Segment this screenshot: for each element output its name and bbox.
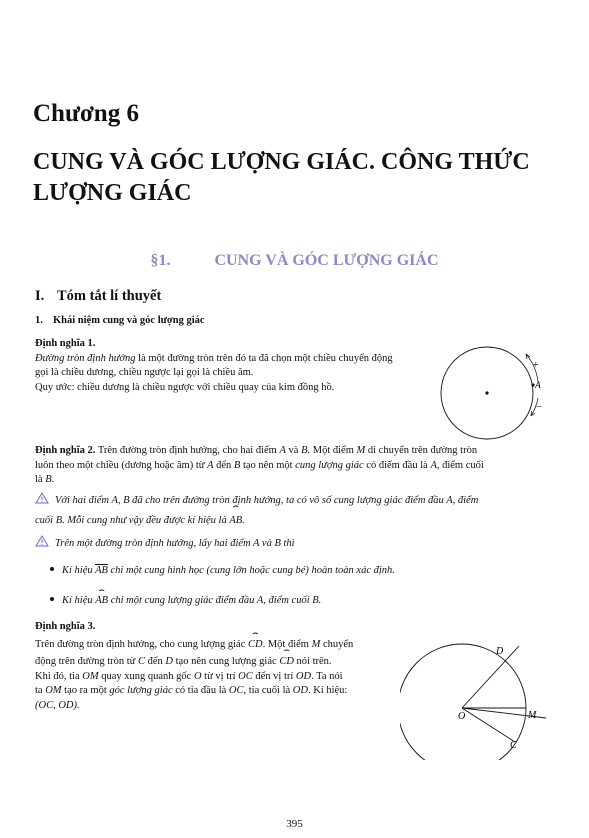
note-1 <box>35 491 565 531</box>
definition-2 <box>35 444 565 488</box>
symbol-trig-arc-ab: ⌢ AB <box>95 595 108 606</box>
text: . <box>242 515 245 526</box>
var-b: B <box>233 459 241 471</box>
text: Trên đường tròn định hướng, cho cung lượng giác <box>35 638 248 650</box>
part-heading <box>35 288 161 305</box>
text: có điểm đầu là <box>363 459 431 471</box>
text: . Kí hiệu: <box>307 685 348 696</box>
var-oc: OC <box>228 685 244 696</box>
subpart-title: Khái niệm cung và góc lượng giác <box>53 315 205 326</box>
var-b: B <box>45 474 52 485</box>
chapter-title: CUNG VÀ GÓC LƯỢNG GIÁC. CÔNG THỨC LƯỢNG GIÁC <box>33 149 530 206</box>
list-item <box>50 595 570 606</box>
var-a: A <box>430 459 437 471</box>
definition-1-convention: Quy ước: chiều dương là chiều ngược với chiều quay của kim đồng hồ. <box>35 381 335 393</box>
text: đến <box>213 459 234 471</box>
text: Kí hiệu <box>62 565 96 576</box>
figure-point-o: O <box>458 711 466 722</box>
text: là <box>35 474 46 485</box>
symbol-trig-arc-ab: ⌢ AB <box>229 511 242 531</box>
oriented-circle-figure <box>440 342 558 442</box>
text: ta <box>35 685 46 696</box>
definition-1-line-2: gọi là chiều dương, chiều ngược lại gọi là chiều âm. <box>35 367 254 378</box>
figure-point-d: D <box>496 646 504 657</box>
symbol-geometric-arc-ab: $\overline{AB}$ <box>95 565 108 576</box>
text: , tia cuối là <box>243 685 293 696</box>
definition-1 <box>35 337 435 395</box>
text: đến vị trí <box>252 670 296 682</box>
text: chuyển <box>320 638 354 650</box>
text: từ vị trí <box>201 670 239 682</box>
figure-plus-sign: + <box>533 360 539 371</box>
text: . Ta nói <box>311 670 343 682</box>
text: và <box>285 445 302 456</box>
var-od: OD <box>292 685 308 696</box>
figure-point-c: C <box>510 740 517 751</box>
part-number: I. <box>35 288 45 304</box>
definition-3 <box>35 620 405 713</box>
text: Khi đó, tia <box>35 670 83 682</box>
text: tạo nên một <box>240 459 296 471</box>
var-d: D <box>165 656 173 667</box>
var-od: OD <box>295 670 312 682</box>
figure-point-m: M <box>528 710 537 721</box>
subpart-heading <box>35 315 205 326</box>
symbol-trig-arc-cd: ⌢ CD <box>279 655 294 670</box>
text: . <box>51 474 55 485</box>
text: luôn theo một chiều (dương hoặc âm) từ <box>35 459 208 471</box>
warning-icon <box>35 492 49 504</box>
angle-notation: (OC, OD). <box>35 699 80 711</box>
text: . Một điểm <box>307 445 357 456</box>
text: di chuyển trên đường tròn <box>365 445 478 456</box>
chapter-label: Chương 6 <box>33 100 139 127</box>
text: có tia đầu là <box>172 685 229 696</box>
warning-icon <box>35 535 49 547</box>
definition-2-heading: Định nghĩa 2. <box>35 445 96 456</box>
text: quay xung quanh gốc <box>98 670 194 682</box>
definition-1-text: là một đường tròn trên đó ta đã chọn một chiều chuyển động <box>135 352 393 364</box>
var-a: A <box>279 445 286 456</box>
var-o: O <box>193 670 202 682</box>
var-om: OM <box>45 685 62 696</box>
figure-point-a: A <box>535 381 541 391</box>
bullet-dot <box>50 567 54 571</box>
term-trig-arc: cung lượng giác <box>295 459 364 471</box>
definition-1-heading: Định nghĩa 1. <box>35 338 96 349</box>
term-oriented-circle: Đường tròn định hướng <box>35 352 136 364</box>
var-oc: OC <box>238 670 253 682</box>
section-number: §1. <box>150 252 171 269</box>
var-om: OM <box>82 670 99 682</box>
text: Trên đường tròn định hướng, cho hai điểm <box>95 445 280 456</box>
var-b: B <box>301 445 308 456</box>
var-a: A <box>207 459 214 471</box>
text: . Một điểm <box>262 638 312 650</box>
list-item <box>50 565 570 576</box>
note-1-line-1: Với hai điểm A, B đã cho trên đường tròn định hướng, ta có vô số cung lượng giác điểm đầu A, điểm <box>55 495 479 506</box>
text: nói trên. <box>293 656 332 667</box>
part-title: Tóm tắt lí thuyết <box>57 288 162 304</box>
var-m: M <box>311 638 321 650</box>
text: chỉ một cung lượng giác điểm đầu A, điểm cuối B. <box>108 595 322 606</box>
section-heading: CUNG VÀ GÓC LƯỢNG GIÁC <box>214 252 439 269</box>
note-1-line-2: cuối B. Mỗi cung như vậy đều được kí hiệu là <box>35 515 230 526</box>
page-number: 395 <box>286 818 303 830</box>
text: tạo nên cung lượng giác <box>173 656 280 667</box>
text: , điểm cuối <box>436 459 484 471</box>
term-trig-angle: góc lượng giác <box>109 685 173 696</box>
definition-3-heading: Định nghĩa 3. <box>35 621 96 632</box>
section-title <box>0 252 589 270</box>
text: tạo ra một <box>61 685 110 696</box>
text: Kí hiệu <box>62 595 96 606</box>
subpart-number: 1. <box>35 315 43 326</box>
figure-minus-sign: − <box>536 402 542 413</box>
symbol-trig-arc-cd: ⌢ CD <box>248 638 263 653</box>
var-c: C <box>137 656 145 667</box>
text: đến <box>144 656 166 667</box>
note-2-text: Trên một đường tròn định hướng, lấy hai điểm A và B thì <box>55 538 295 549</box>
trig-angle-figure <box>400 630 560 760</box>
bullet-dot <box>50 597 54 601</box>
note-2 <box>35 534 565 554</box>
text: chỉ một cung hình học (cung lớn hoặc cung bé) hoàn toàn xác định. <box>107 565 395 576</box>
var-m: M <box>356 445 366 456</box>
text: động trên đường tròn từ <box>35 656 138 667</box>
